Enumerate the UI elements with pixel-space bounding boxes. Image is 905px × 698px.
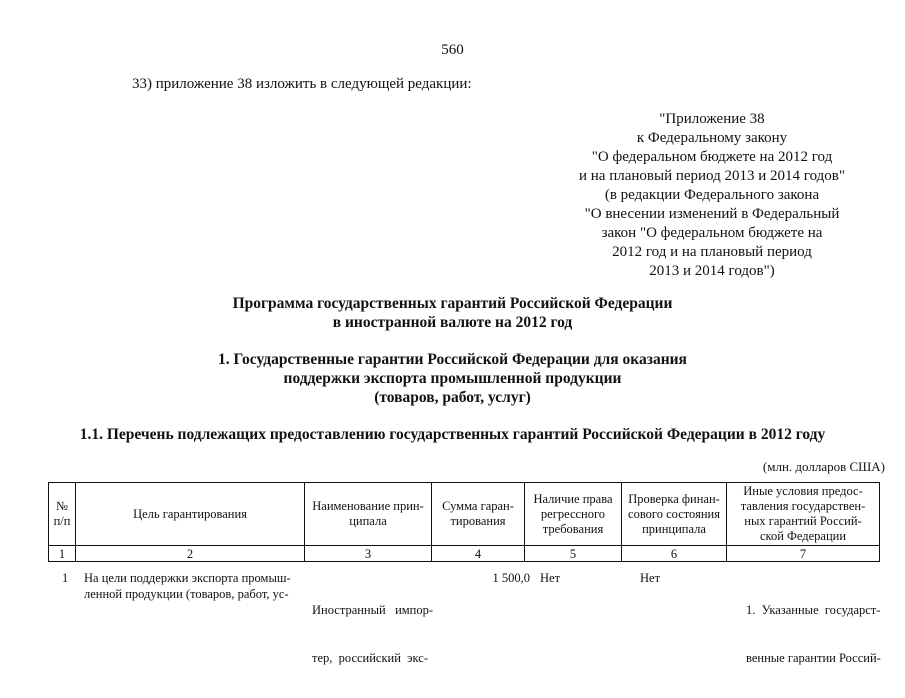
row-other-line: 1. Указанные государст- xyxy=(746,603,881,617)
appendix-line: закон "О федеральном бюджете на xyxy=(601,225,823,241)
appendix-line: 2012 год и на плановый период xyxy=(612,244,812,260)
column-number: 2 xyxy=(76,546,305,562)
header-line: Цель гарантирования xyxy=(133,506,247,521)
program-title xyxy=(0,294,905,332)
appendix-line: и на плановый период 2013 и 2014 годов" xyxy=(579,168,845,184)
section-1-title xyxy=(0,350,905,407)
header-cell-other xyxy=(727,483,880,546)
header-line: ской Федерации xyxy=(759,529,847,543)
row-principal-line: тер, российский экс- xyxy=(312,651,429,665)
header-cell-principal xyxy=(305,483,432,546)
column-number: 6 xyxy=(622,546,727,562)
header-cell-regress xyxy=(525,483,622,546)
section-1-1-title: 1.1. Перечень подлежащих предоставлению государственных гарантий Российской Федерации в 2012 году xyxy=(79,426,826,443)
row-amount: 1 500,0 xyxy=(492,571,530,585)
column-number: 3 xyxy=(305,546,432,562)
appendix-line: (в редакции Федерального закона xyxy=(604,187,820,203)
units-note: (млн. долларов США) xyxy=(762,459,885,474)
header-line: тирования xyxy=(450,514,506,528)
column-number: 4 xyxy=(432,546,525,562)
header-line: сового состояния xyxy=(628,506,720,521)
header-line: Иные условия предос- xyxy=(743,484,863,498)
header-line: № xyxy=(56,499,68,513)
intro-text: 33) приложение 38 изложить в следующей редакции: xyxy=(132,76,472,92)
appendix-line: "О федеральном бюджете на 2012 год xyxy=(591,149,833,165)
program-title-line: в иностранной валюте на 2012 год xyxy=(332,314,573,331)
header-line: Сумма гаран- xyxy=(442,499,514,513)
section-1-title-line: (товаров, работ, услуг) xyxy=(374,389,531,406)
row-regress: Нет xyxy=(540,571,561,585)
header-cell-check xyxy=(622,483,727,546)
header-line: требования xyxy=(542,521,604,536)
row-other xyxy=(746,570,896,698)
column-number: 7 xyxy=(727,546,880,562)
header-line: ципала xyxy=(349,514,387,528)
row-purpose xyxy=(84,570,306,602)
header-line: Наличие права xyxy=(533,491,613,506)
table-header-row xyxy=(49,483,880,546)
row-num: 1 xyxy=(62,571,69,585)
header-cell-purpose xyxy=(76,483,305,546)
header-line: принципала xyxy=(642,521,706,536)
row-purpose-line: ленной продукции (товаров, работ, ус- xyxy=(84,587,289,601)
appendix-line: к Федеральному закону xyxy=(636,130,788,146)
header-cell-amount xyxy=(432,483,525,546)
row-other-line: венные гарантии Россий- xyxy=(746,651,881,665)
program-title-line: Программа государственных гарантий Российской Федерации xyxy=(232,295,673,312)
header-line: Проверка финан- xyxy=(628,491,720,506)
column-number: 5 xyxy=(525,546,622,562)
row-principal-line: Иностранный импор- xyxy=(312,603,434,617)
page-number: 560 xyxy=(441,42,464,58)
section-1-title-line: 1. Государственные гарантии Российской Федерации для оказания xyxy=(218,351,687,368)
appendix-line: "О внесении изменений в Федеральный xyxy=(584,206,840,222)
column-number: 1 xyxy=(49,546,76,562)
appendix-line: 2013 и 2014 годов") xyxy=(649,263,775,279)
header-line: Наименование прин- xyxy=(312,499,424,513)
row-check: Нет xyxy=(640,571,661,585)
appendix-header xyxy=(552,110,872,281)
column-number-row xyxy=(49,546,880,562)
header-line: тавления государствен- xyxy=(740,499,866,513)
row-principal xyxy=(312,570,442,698)
header-line: ных гарантий Россий- xyxy=(744,514,862,528)
header-line: п/п xyxy=(53,514,71,528)
header-cell-num xyxy=(49,483,76,546)
appendix-line: "Приложение 38 xyxy=(659,111,765,127)
guarantees-table xyxy=(48,482,880,562)
section-1-title-line: поддержки экспорта промышленной продукции xyxy=(283,370,622,387)
row-purpose-line: На цели поддержки экспорта промыш- xyxy=(84,571,291,585)
header-line: регрессного xyxy=(540,506,606,521)
